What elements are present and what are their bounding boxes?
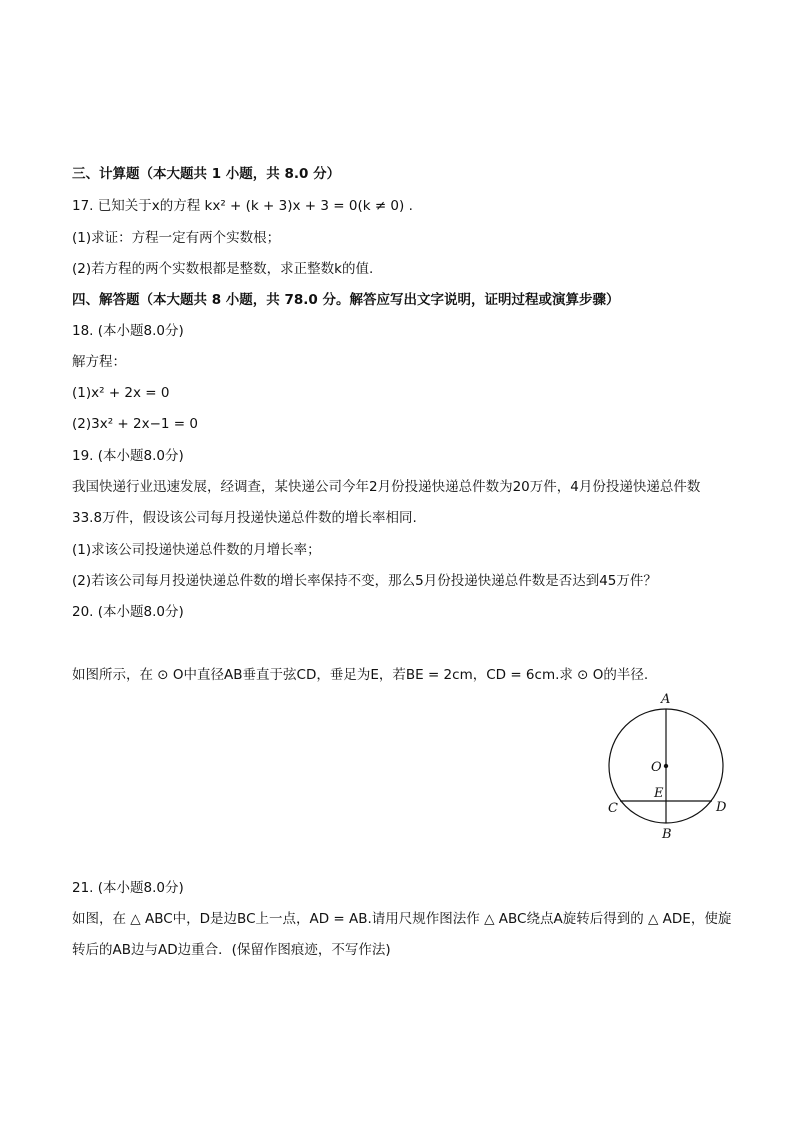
q19-part1: (1)求该公司投递快递总件数的月增长率； — [72, 542, 321, 558]
section-3-heading: 三、计算题（本大题共 1 小题，共 8.0 分） — [72, 166, 341, 182]
label-d: D — [716, 800, 727, 815]
q17-part1: (1)求证：方程一定有两个实数根； — [72, 230, 281, 246]
q20-header: 20. (本小题8.0分) — [72, 604, 184, 620]
q21-line2: 转后的AB边与AD边重合．(保留作图痕迹，不写作法) — [72, 942, 391, 958]
center-point — [664, 764, 668, 768]
q17-part2: (2)若方程的两个实数根都是整数，求正整数k的值. — [72, 261, 374, 277]
q18-intro: 解方程： — [72, 354, 126, 370]
q19-line2: 33.8万件，假设该公司每月投递快递总件数的增长率相同. — [72, 510, 417, 526]
q20-text: 如图所示，在 ⊙ O中直径AB垂直于弦CD，垂足为E，若BE = 2cm，CD = 6cm.求 ⊙ O的半径. — [72, 667, 649, 683]
q19-line1: 我国快递行业迅速发展，经调查，某快递公司今年2月份投递快递总件数为20万件，4月份投递快递总件数 — [72, 479, 701, 495]
q21-line1: 如图，在 △ ABC中，D是边BC上一点，AD = AB.请用尺规作图法作 △ ABC绕点A旋转后得到的 △ ADE，使旋 — [72, 911, 732, 927]
circle-figure — [598, 688, 748, 848]
label-c: C — [608, 801, 618, 816]
q17-stem: 17. 已知关于x的方程 kx² + (k + 3)x + 3 = 0(k ≠ 0) . — [72, 198, 413, 214]
q19-header: 19. (本小题8.0分) — [72, 448, 184, 464]
q18-eq1: (1)x² + 2x = 0 — [72, 385, 170, 401]
label-o: O — [651, 760, 662, 775]
section-4-heading: 四、解答题（本大题共 8 小题，共 78.0 分。解答应写出文字说明，证明过程或演算步骤） — [72, 292, 620, 308]
label-e: E — [654, 786, 664, 801]
q21-header: 21. (本小题8.0分) — [72, 880, 184, 896]
label-b: B — [662, 827, 672, 842]
q18-header: 18. (本小题8.0分) — [72, 323, 184, 339]
q18-eq2: (2)3x² + 2x−1 = 0 — [72, 416, 198, 432]
q19-part2: (2)若该公司每月投递快递总件数的增长率保持不变，那么5月份投递快递总件数是否达到45万件？ — [72, 573, 657, 589]
label-a: A — [661, 692, 671, 707]
